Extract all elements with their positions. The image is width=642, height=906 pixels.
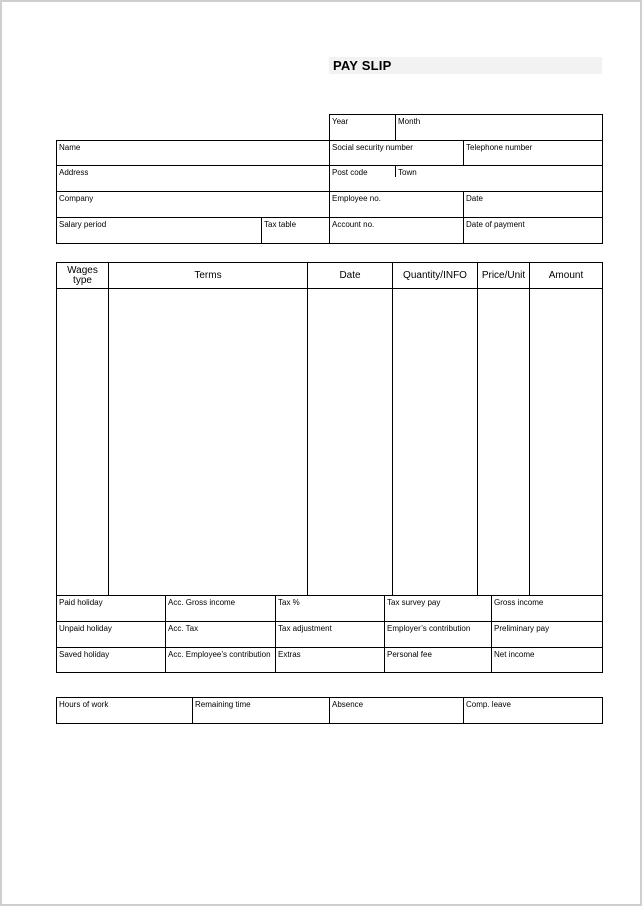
paid-holiday-field[interactable]: [56, 595, 165, 621]
date-field[interactable]: [463, 191, 602, 217]
acc-tax-label: Acc. Tax: [168, 624, 199, 633]
town-label: Town: [398, 168, 417, 177]
telephone-label: Telephone number: [466, 143, 533, 152]
page-title: PAY SLIP: [333, 58, 392, 73]
column-header-wages-type: [57, 266, 108, 286]
absence-field[interactable]: [329, 697, 463, 723]
column-header-quantity-info: Quantity/INFO: [403, 270, 467, 281]
employee-no-field[interactable]: [329, 191, 463, 217]
telephone-field[interactable]: [463, 140, 602, 165]
column-header-terms: Terms: [194, 270, 222, 281]
name-label: Name: [59, 143, 81, 152]
acc-employee-contribution-field[interactable]: [165, 647, 275, 672]
personal-fee-label: Personal fee: [387, 650, 432, 659]
wage-table-body[interactable]: [57, 289, 602, 595]
address-label: Address: [59, 168, 89, 177]
date-label: Date: [466, 194, 483, 203]
year-label: Year: [332, 117, 349, 126]
address-field[interactable]: [56, 165, 329, 191]
remaining-time-label: Remaining time: [195, 700, 251, 709]
gross-income-label: Gross income: [494, 598, 544, 607]
date-of-payment-field[interactable]: [463, 217, 602, 243]
tax-adjustment-label: Tax adjustment: [278, 624, 332, 633]
personal-fee-field[interactable]: [384, 647, 491, 672]
tax-survey-pay-label: Tax survey pay: [387, 598, 441, 607]
month-field[interactable]: [395, 114, 602, 140]
hours-of-work-field[interactable]: [56, 697, 192, 723]
saved-holiday-label: Saved holiday: [59, 650, 110, 659]
paid-holiday-label: Paid holiday: [59, 598, 103, 607]
preliminary-pay-label: Preliminary pay: [494, 624, 550, 633]
hours-of-work-label: Hours of work: [59, 700, 109, 709]
extras-field[interactable]: [275, 647, 384, 672]
net-income-label: Net income: [494, 650, 535, 659]
company-label: Company: [59, 194, 94, 203]
wages-type-line1: Wages: [67, 265, 98, 276]
tax-percent-label: Tax %: [278, 598, 300, 607]
title-bar: [329, 57, 602, 74]
tax-adjustment-field[interactable]: [275, 621, 384, 647]
extras-label: Extras: [278, 650, 301, 659]
account-no-label: Account no.: [332, 220, 375, 229]
name-field[interactable]: [56, 140, 329, 165]
preliminary-pay-field[interactable]: [491, 621, 602, 647]
acc-employee-contribution-label: Acc. Employee’s contribution: [168, 650, 271, 659]
saved-holiday-field[interactable]: [56, 647, 165, 672]
comp-leave-label: Comp. leave: [466, 700, 511, 709]
acc-tax-field[interactable]: [165, 621, 275, 647]
column-header-date: Date: [339, 270, 361, 281]
acc-gross-income-label: Acc. Gross income: [168, 598, 236, 607]
tax-survey-pay-field[interactable]: [384, 595, 491, 621]
comp-leave-field[interactable]: [463, 697, 602, 723]
town-field[interactable]: [395, 165, 602, 191]
tax-table-field[interactable]: [261, 217, 329, 243]
gross-income-field[interactable]: [491, 595, 602, 621]
post-code-field[interactable]: [329, 165, 395, 191]
social-security-field[interactable]: [329, 140, 463, 165]
month-label: Month: [398, 117, 421, 126]
absence-label: Absence: [332, 700, 364, 709]
column-header-price-unit: Price/Unit: [481, 270, 526, 281]
remaining-time-field[interactable]: [192, 697, 329, 723]
employer-contribution-label: Employer’s contribution: [387, 624, 471, 633]
date-of-payment-label: Date of payment: [466, 220, 525, 229]
post-code-label: Post code: [332, 168, 368, 177]
acc-gross-income-field[interactable]: [165, 595, 275, 621]
social-security-label: Social security number: [332, 143, 413, 152]
account-no-field[interactable]: [329, 217, 463, 243]
employer-contribution-field[interactable]: [384, 621, 491, 647]
employee-no-label: Employee no.: [332, 194, 381, 203]
year-field[interactable]: [329, 114, 395, 140]
salary-period-label: Salary period: [59, 220, 107, 229]
column-header-amount: Amount: [548, 270, 584, 281]
tax-table-label: Tax table: [264, 220, 297, 229]
salary-period-field[interactable]: [56, 217, 261, 243]
tax-percent-field[interactable]: [275, 595, 384, 621]
wages-type-line2: type: [73, 275, 92, 286]
unpaid-holiday-label: Unpaid holiday: [59, 624, 112, 633]
unpaid-holiday-field[interactable]: [56, 621, 165, 647]
net-income-field[interactable]: [491, 647, 602, 672]
company-field[interactable]: [56, 191, 329, 217]
